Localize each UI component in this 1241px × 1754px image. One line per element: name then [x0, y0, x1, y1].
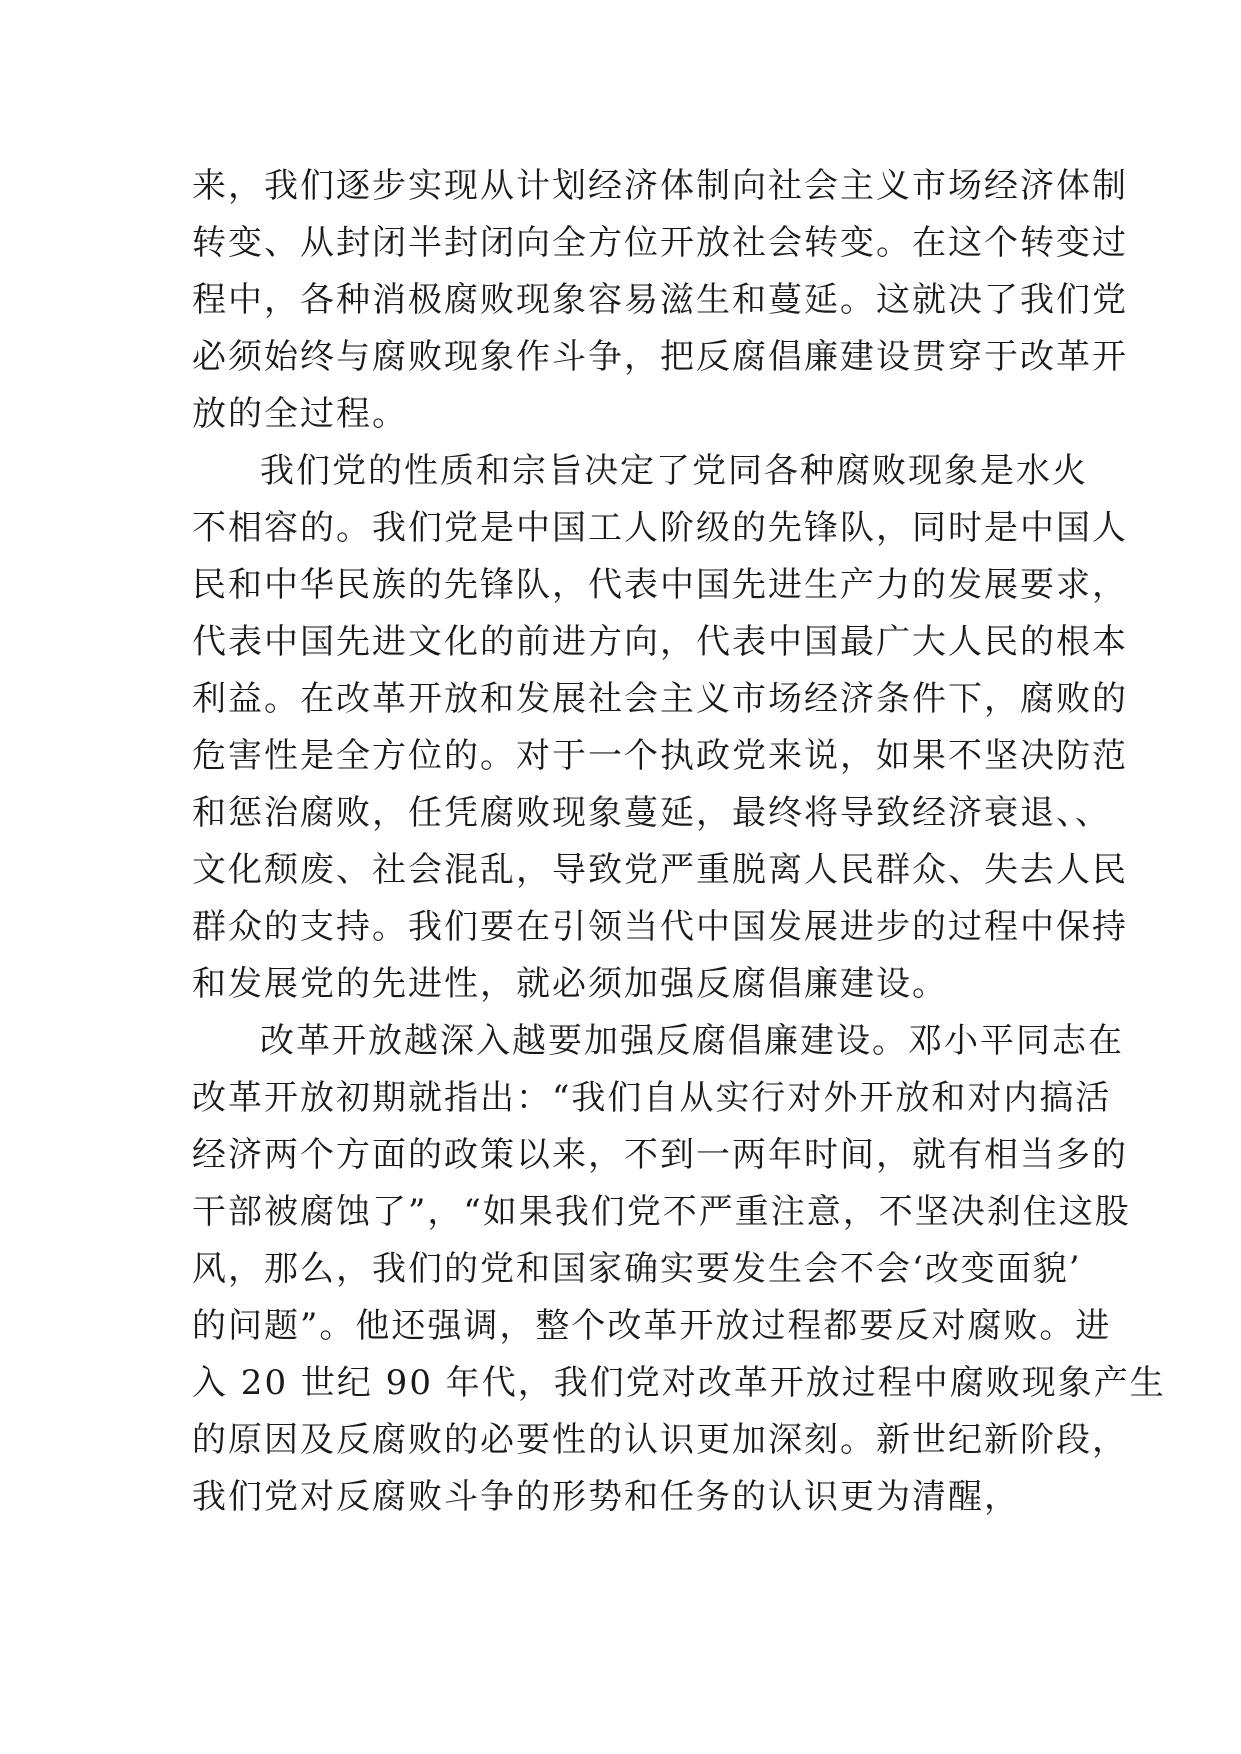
text-line: 入 20 世纪 90 年代，我们党对改革开放过程中腐败现象产生	[192, 1363, 1166, 1403]
text-line: 经济两个方面的政策以来，不到一两年时间，就有相当多的	[192, 1135, 1128, 1175]
text-line: 转变、从封闭半封闭向全方位开放社会转变。在这个转变过	[192, 223, 1128, 263]
text-line: 来，我们逐步实现从计划经济体制向社会主义市场经济体制	[192, 166, 1128, 206]
text-line: 代表中国先进文化的前进方向，代表中国最广大人民的根本	[192, 622, 1128, 662]
text-line: 改革开放初期就指出：“我们自从实行对外开放和对内搞活	[192, 1078, 1112, 1118]
body-text	[192, 158, 1166, 1526]
text-line: 利益。在改革开放和发展社会主义市场经济条件下，腐败的	[192, 679, 1128, 719]
text-line: 民和中华民族的先锋队，代表中国先进生产力的发展要求，	[192, 565, 1128, 605]
text-line: 文化颓废、社会混乱，导致党严重脱离人民群众、失去人民	[192, 850, 1128, 890]
text-line: 危害性是全方位的。对于一个执政党来说，如果不坚决防范	[192, 736, 1128, 776]
paragraph-3	[192, 1013, 1166, 1526]
text-line: 改革开放越深入越要加强反腐倡廉建设。邓小平同志在	[260, 1021, 1124, 1061]
text-line: 程中，各种消极腐败现象容易滋生和蔓延。这就决了我们党	[192, 280, 1128, 320]
text-line: 我们党的性质和宗旨决定了党同各种腐败现象是水火	[260, 451, 1088, 491]
text-line: 和惩治腐败，任凭腐败现象蔓延，最终将导致经济衰退、、	[192, 793, 1111, 833]
text-line: 的问题”。他还强调，整个改革开放过程都要反对腐败。进	[192, 1306, 1112, 1346]
text-line: 干部被腐蚀了”，“如果我们党不严重注意，不坚决刹住这股	[192, 1192, 1131, 1232]
text-line: 和发展党的先进性，就必须加强反腐倡廉建设。	[192, 964, 948, 1004]
text-line: 不相容的。我们党是中国工人阶级的先锋队，同时是中国人	[192, 508, 1128, 548]
text-line: 必须始终与腐败现象作斗争，把反腐倡廉建设贯穿于改革开	[192, 337, 1128, 377]
text-line: 我们党对反腐败斗争的形势和任务的认识更为清醒，	[192, 1477, 1020, 1517]
paragraph-1	[192, 158, 1128, 443]
text-line: 群众的支持。我们要在引领当代中国发展进步的过程中保持	[192, 907, 1128, 947]
paragraph-2	[192, 443, 1128, 1013]
text-line: 风，那么，我们的党和国家确实要发生会不会‘改变面貌’	[192, 1249, 1082, 1289]
text-line: 放的全过程。	[192, 394, 408, 434]
text-line: 的原因及反腐败的必要性的认识更加深刻。新世纪新阶段，	[192, 1420, 1128, 1460]
